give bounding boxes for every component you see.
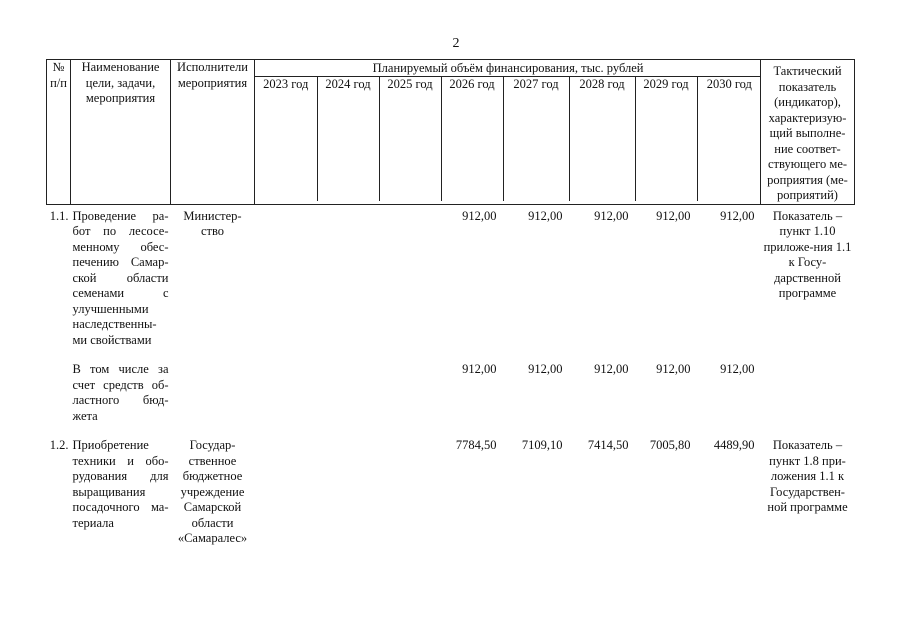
row-value-2025: [379, 358, 441, 424]
row-value-2028: 912,00: [594, 208, 629, 223]
row-value-2029: 912,00: [656, 208, 691, 223]
row-value-2028: 7414,50: [587, 438, 629, 452]
row-value-2024: [317, 358, 379, 424]
row-value-2023: [255, 358, 317, 424]
header-year-2026: 2026 год: [441, 77, 503, 202]
row-indicator: Показатель – пункт 1.10 приложе-ния 1.1 к Госу-дарственной программе: [763, 208, 852, 300]
header-year-2029: 2029 год: [635, 77, 697, 202]
header-year-2028: 2028 год: [569, 77, 635, 202]
header-indicator: Тактический показатель (индикатор), характеризую-щий выполне-ние соответ-ствующего ме-роприятия (ме-роприятий): [761, 60, 855, 205]
row-value-2025: [379, 204, 441, 348]
row-value-2023: [255, 204, 317, 348]
row-value-2029: 7005,80: [649, 438, 691, 452]
table-row: [47, 434, 855, 547]
header-year-2027: 2027 год: [503, 77, 569, 202]
table-row: [47, 358, 855, 424]
row-value-2027: 912,00: [528, 362, 563, 376]
row-name: Проведение ра-бот по лесосе-менному обес-печению Самар-ской области семенами с улучшенными наследственны-ми свойствами: [72, 208, 169, 347]
header-executor: Исполнители мероприятия: [171, 60, 255, 205]
row-executor: Министер-ство: [183, 208, 242, 238]
page-number: 2: [452, 36, 460, 51]
row-value-2023: [255, 434, 317, 547]
table-row: [47, 204, 855, 348]
row-num: [47, 358, 71, 424]
row-indicator: Показатель – пункт 1.8 при-ложения 1.1 к Государствен-ной программе: [767, 438, 848, 514]
row-value-2030: 4489,90: [713, 438, 755, 452]
header-year-2025: 2025 год: [379, 77, 441, 202]
row-value-2029: 912,00: [656, 362, 691, 376]
row-value-2026: 912,00: [462, 208, 497, 223]
header-num: № п/п: [47, 60, 71, 205]
row-executor: [171, 358, 255, 424]
header-plan-group: [255, 60, 761, 205]
header-year-2024: 2024 год: [317, 77, 379, 202]
row-value-2030: 912,00: [720, 208, 755, 223]
row-indicator: [761, 358, 855, 424]
row-executor: Государ-ственное бюджетное учреждение Самарской области «Самаралес»: [177, 438, 248, 545]
financing-table: [46, 59, 855, 547]
row-value-2026: 7784,50: [455, 438, 497, 452]
row-value-2025: [379, 434, 441, 547]
row-name: В том числе за счет средств об-ластного бюд-жета: [72, 362, 169, 423]
header-year-2030: 2030 год: [706, 77, 752, 91]
header-year-2023: 2023 год: [255, 77, 317, 202]
header-name: Наименование цели, задачи, мероприятия: [71, 60, 171, 205]
header-plan: Планируемый объём финансирования, тыс. рублей: [255, 60, 761, 77]
row-value-2028: 912,00: [594, 362, 629, 376]
row-num: 1.2.: [49, 438, 69, 452]
row-num: 1.1.: [49, 208, 69, 223]
row-value-2027: 912,00: [528, 208, 563, 223]
row-value-2030: 912,00: [720, 362, 755, 376]
row-value-2024: [317, 204, 379, 348]
row-value-2027: 7109,10: [521, 438, 563, 452]
row-name: Приобретение техники и обо-рудования для выращивания посадочного ма-териала: [72, 438, 169, 530]
table-header: [47, 60, 855, 205]
row-value-2024: [317, 434, 379, 547]
row-value-2026: 912,00: [462, 362, 497, 376]
